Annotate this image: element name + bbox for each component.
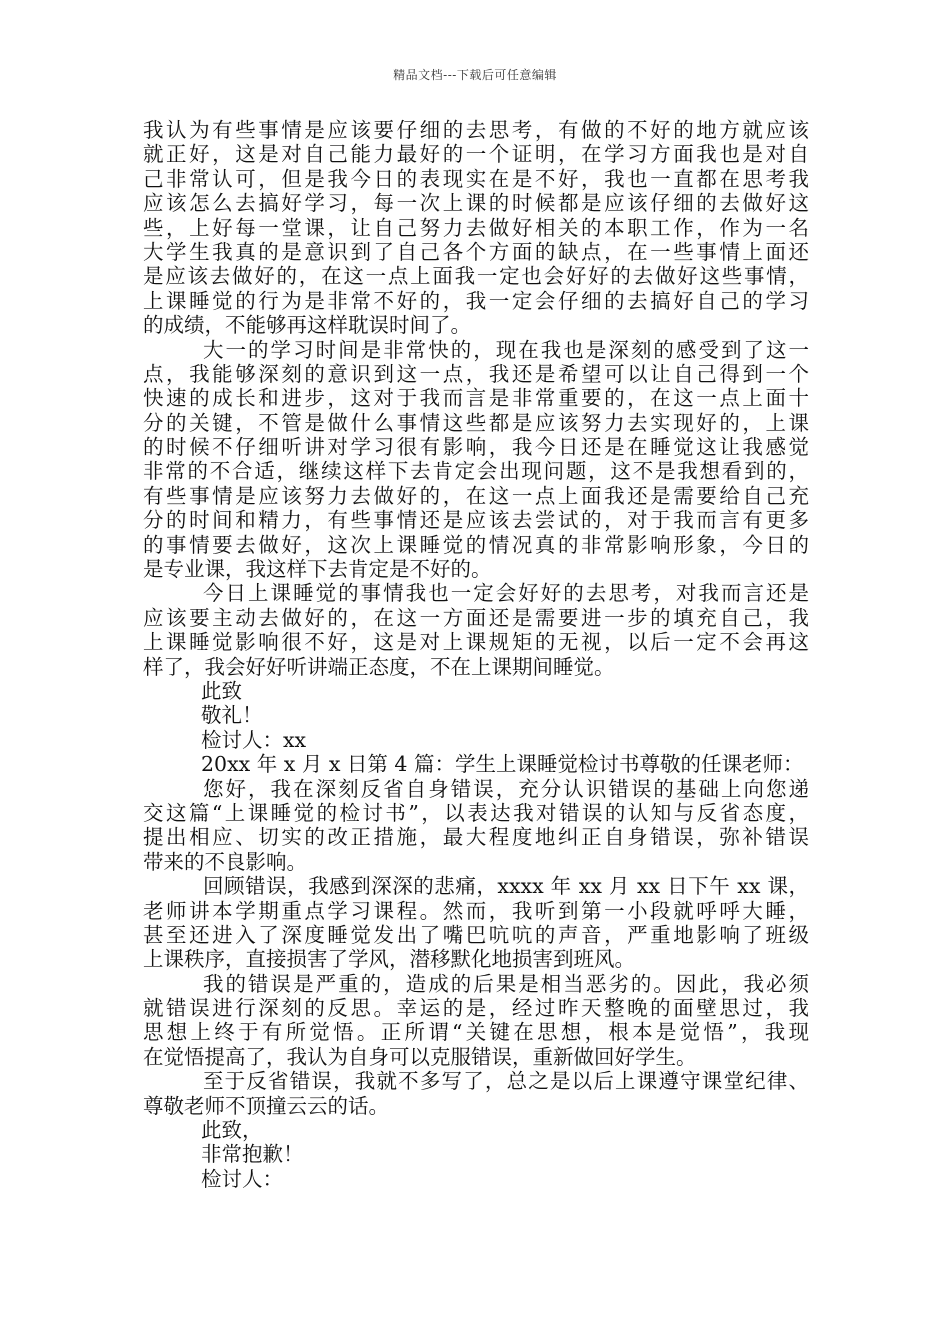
text-line: 交这篇“上课睡觉的检讨书”，以表达我对错误的认知与反省态度， [143, 800, 809, 825]
paragraph [143, 118, 809, 338]
text-line: 提出相应、切实的改正措施，最大程度地纠正自身错误，弥补错误 [143, 825, 809, 850]
text-line: 非常的不合适，继续这样下去肯定会出现问题，这不是我想看到的， [143, 459, 809, 484]
text-line: 思想上终于有所觉悟。正所谓“关键在思想，根本是觉悟”，我现 [143, 1020, 809, 1045]
text-line: 的事情要去做好，这次上课睡觉的情况真的非常影响形象，今日的 [143, 532, 809, 557]
text-line: 的成绩，不能够再这样耽误时间了。 [143, 313, 471, 338]
text-line: 是应该去做好的，在这一点上面我一定也会好好的去做好这些事情， [143, 264, 809, 289]
text-line: 至于反省错误，我就不多写了，总之是以后上课遵守课堂纪律、 [203, 1069, 809, 1094]
text-line: 上课睡觉影响很不好，这是对上课规矩的无视，以后一定不会再这 [143, 630, 809, 655]
text-line: 上课秩序，直接损害了学风，潜移默化地损害到班风。 [143, 947, 635, 972]
text-line: 的时候不仔细听讲对学习很有影响，我今日还是在睡觉这让我感觉 [143, 435, 809, 460]
text-line: 分的时间和精力，有些事情还是应该去尝试的，对于我而言有更多 [143, 508, 809, 533]
text-line: 些，上好每一堂课，让自己努力去做好相关的本职工作，作为一名 [143, 215, 809, 240]
signer-line: 检讨人：xx [201, 727, 307, 752]
paragraph [143, 581, 809, 679]
text-line: 就错误进行深刻的反思。幸运的是，经过昨天整晚的面壁思过，我 [143, 996, 809, 1021]
closing-salutation: 此致， [201, 1118, 263, 1143]
text-line: 在觉悟提高了，我认为自身可以克服错误，重新做回好学生。 [143, 1044, 697, 1069]
paragraph [143, 777, 809, 875]
document-body [143, 118, 809, 1191]
text-line: 分的关键，不管是做什么事情这些都是应该努力去实现好的，上课 [143, 410, 809, 435]
paragraph [143, 1069, 809, 1118]
text-line: 尊敬老师不顶撞云云的话。 [143, 1093, 389, 1118]
text-line: 就正好，这是对自己能力最好的一个证明，在学习方面我也是对自 [143, 142, 809, 167]
text-line: 我认为有些事情是应该要仔细的去思考，有做的不好的地方就应该 [143, 118, 809, 142]
date-title-line: 20xx 年 x 月 x 日第 4 篇：学生上课睡觉检讨书尊敬的任课老师： [201, 752, 804, 777]
signer-line: 检讨人： [201, 1166, 283, 1191]
text-line: 应该怎么去搞好学习，每一次上课的时候都是应该仔细的去做好这 [143, 191, 809, 216]
paragraph [143, 972, 809, 1070]
text-line: 大一的学习时间是非常快的，现在我也是深刻的感受到了这一 [203, 337, 809, 362]
paragraph [143, 874, 809, 972]
closing-regards: 敬礼！ [201, 703, 263, 728]
text-line: 今日上课睡觉的事情我也一定会好好的去思考，对我而言还是 [203, 581, 809, 606]
text-line: 老师讲本学期重点学习课程。然而，我听到第一小段就呼呼大睡， [143, 898, 809, 923]
text-line: 快速的成长和进步，这对于我而言是非常重要的，在这一点上面十 [143, 386, 809, 411]
text-line: 有些事情是应该努力去做好的，在这一点上面我还是需要给自己充 [143, 483, 809, 508]
text-line: 己非常认可，但是我今日的表现实在是不好，我也一直都在思考我 [143, 166, 809, 191]
text-line: 回顾错误，我感到深深的悲痛，xxxx 年 xx 月 xx 日下午 xx 课， [203, 874, 809, 899]
text-line: 我的错误是严重的，造成的后果是相当恶劣的。因此，我必须 [203, 971, 809, 996]
text-line: 样了，我会好好听讲端正态度，不在上课期间睡觉。 [143, 654, 615, 679]
text-line: 您好，我在深刻反省自身错误，充分认识错误的基础上向您递 [203, 776, 809, 801]
text-line: 甚至还进入了深度睡觉发出了嘴巴吭吭的声音，严重地影响了班级 [143, 922, 809, 947]
paragraph [143, 338, 809, 582]
text-line: 是专业课，我这样下去肯定是不好的。 [143, 557, 492, 582]
apology-line: 非常抱歉！ [201, 1142, 304, 1167]
text-line: 大学生我真的是意识到了自己各个方面的缺点，在一些事情上面还 [143, 239, 809, 264]
text-line: 上课睡觉的行为是非常不好的，我一定会仔细的去搞好自己的学习 [143, 288, 809, 313]
text-line: 应该要主动去做好的，在这一方面还是需要进一步的填充自己，我 [143, 605, 809, 630]
closing-salutation: 此致 [201, 678, 242, 703]
text-line: 点，我能够深刻的意识到这一点，我还是希望可以让自己得到一个 [143, 361, 809, 386]
text-line: 带来的不良影响。 [143, 849, 307, 874]
page-header: 精品文档---下载后可任意编辑 [393, 68, 557, 82]
